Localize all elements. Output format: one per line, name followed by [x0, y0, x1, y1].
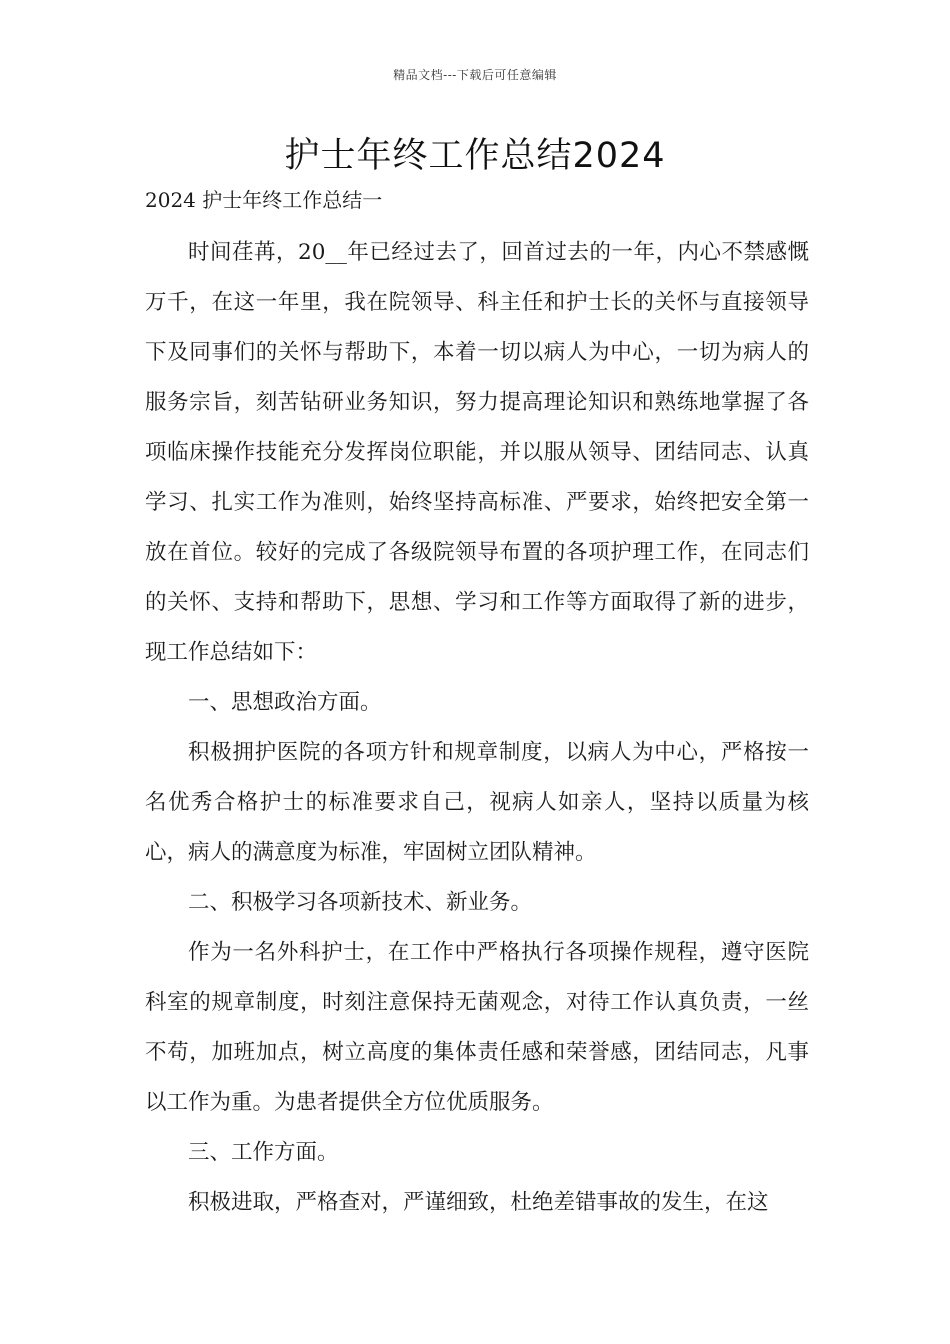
paragraph-section-1: 积极拥护医院的各项方针和规章制度，以病人为中心，严格按一名优秀合格护士的标准要求自己，视病人如亲人，坚持以质量为核心，病人的满意度为标准，牢固树立团队精神。 — [145, 740, 809, 865]
document-title: 护士年终工作总结2024 — [284, 136, 666, 176]
paragraph-section-3: 积极进取，严格查对，严谨细致，杜绝差错事故的发生，在这 — [188, 1190, 769, 1215]
section-heading-1: 一、思想政治方面。 — [188, 690, 382, 715]
paragraph-section-2: 作为一名外科护士，在工作中严格执行各项操作规程，遵守医院科室的规章制度，时刻注意保持无菌观念，对待工作认真负责，一丝不苟，加班加点，树立高度的集体责任感和荣誉感，团结同志，凡事以工作为重。为患者提供全方位优质服务。 — [145, 940, 809, 1115]
paragraph-intro: 时间荏苒，20__年已经过去了，回首过去的一年，内心不禁感慨万千，在这一年里，我在院领导、科主任和护士长的关怀与直接领导下及同事们的关怀与帮助下，本着一切以病人为中心，一切为病人的服务宗旨，刻苦钻研业务知识，努力提高理论知识和熟练地掌握了各项临床操作技能充分发挥岗位职能，并以服从领导、团结同志、认真学习、扎实工作为准则，始终坚持高标准、严要求，始终把安全第一放在首位。较好的完成了各级院领导布置的各项护理工作，在同志们的关怀、支持和帮助下，思想、学习和工作等方面取得了新的进步，现工作总结如下： — [145, 240, 809, 665]
section-heading-2: 二、积极学习各项新技术、新业务。 — [188, 890, 533, 915]
section-heading-3: 三、工作方面。 — [188, 1140, 339, 1165]
document-subtitle: 2024 护士年终工作总结一 — [145, 188, 383, 212]
document-body — [145, 228, 809, 1228]
page-header-note: 精品文档---下载后可任意编辑 — [393, 68, 557, 82]
